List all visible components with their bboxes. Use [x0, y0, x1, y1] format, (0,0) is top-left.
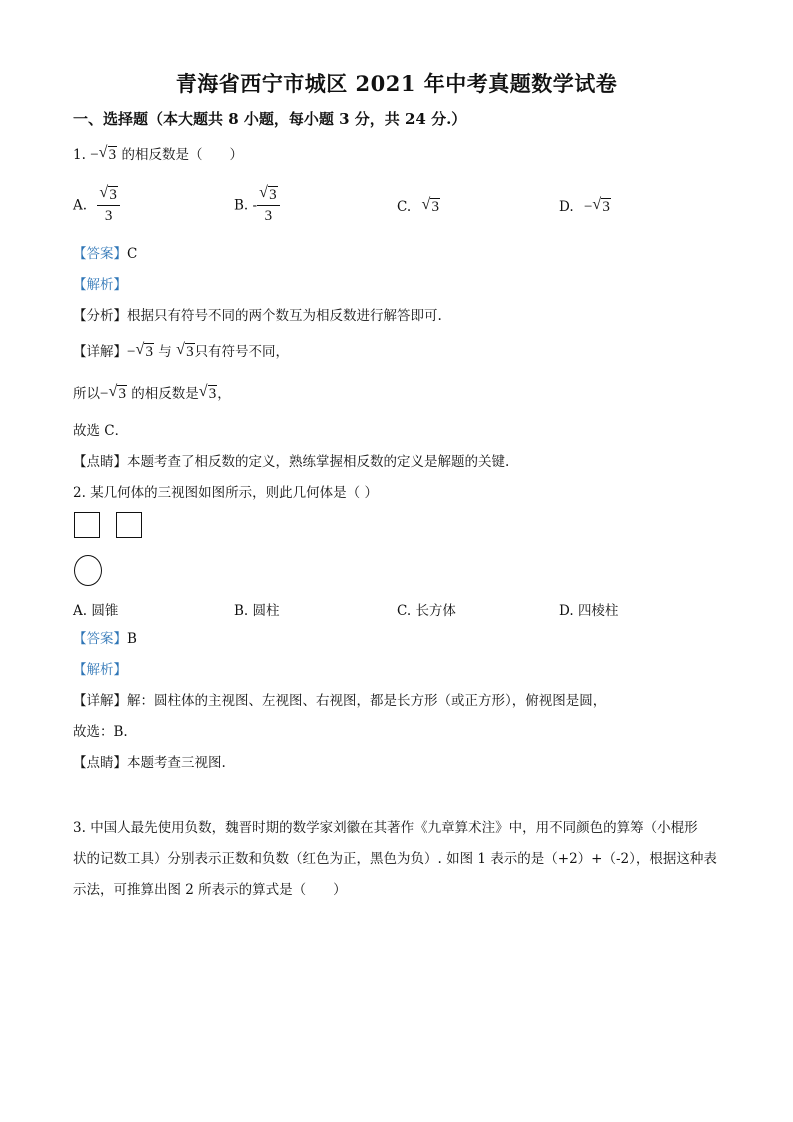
- fenxi-1: 【分析】根据只有符号不同的两个数互为相反数进行解答即可.: [73, 308, 442, 324]
- answer-2: 【答案】B: [73, 631, 137, 647]
- option-d: D. 四棱柱: [559, 603, 619, 619]
- section-heading: 一、选择题（本大题共 8 小题，每小题 3 分，共 24 分.）: [73, 110, 467, 128]
- analysis-label: 【解析】: [73, 662, 127, 678]
- answer-label: 【答案】: [73, 246, 127, 262]
- analysis-label: 【解析】: [73, 277, 127, 293]
- xiangjie-1: 【详解】− √ 3 与 √ 3只有符号不同，: [73, 341, 290, 360]
- dianjing-1: 【点睛】本题考查了相反数的定义，熟练掌握相反数的定义是解题的关键.: [73, 454, 510, 470]
- option-d: D. − √ 3: [559, 196, 610, 215]
- answer-1: 【答案】C: [73, 246, 138, 262]
- top-view-circle: [74, 555, 102, 586]
- question-3-stem-line-3: 示法，可推算出图 2 所表示的算式是（ ）: [73, 882, 347, 898]
- option-c: C. 长方体: [397, 603, 456, 619]
- option-b: B. 圆柱: [234, 603, 280, 619]
- side-view-square: [116, 512, 142, 538]
- sqrt-expression: √ 3: [98, 144, 117, 163]
- choose-2: 故选：B.: [73, 724, 128, 740]
- option-a: A. √ 3 3: [73, 186, 120, 225]
- option-c: C. √ 3: [397, 196, 439, 215]
- question-3-stem-line-1: 3. 中国人最先使用负数，魏晋时期的数学家刘徽在其著作《九章算术注》中，用不同颜色的算筹（小棍形: [73, 820, 698, 836]
- option-b: B. - √ 3 3: [234, 186, 280, 225]
- page-title: 青海省西宁市城区 2021 年中考真题数学试卷: [175, 71, 618, 96]
- question-2-stem: 2. 某几何体的三视图如图所示，则此几何体是（ ）: [73, 485, 378, 501]
- front-view-square: [74, 512, 100, 538]
- dianjing-2: 【点睛】本题考查三视图.: [73, 755, 226, 771]
- option-a: A. 圆锥: [73, 603, 119, 619]
- conclusion-1: 所以− √ 3 的相反数是 √ 3，: [73, 383, 231, 402]
- question-1-stem: [73, 145, 243, 165]
- minus-sign: −: [90, 147, 99, 163]
- question-number: 1.: [73, 147, 86, 163]
- choose-1: 故选 C．: [73, 423, 129, 439]
- fraction: √ 3 3: [257, 186, 280, 225]
- stem-text: 的相反数是（ ）: [121, 147, 243, 163]
- xiangjie-2: 【详解】解：圆柱体的主视图、左视图、右视图，都是长方形（或正方形），俯视图是圆，: [73, 693, 607, 709]
- fraction: √ 3 3: [97, 186, 120, 225]
- question-3-stem-line-2: 状的记数工具）分别表示正数和负数（红色为正，黑色为负）. 如图 1 表示的是（+2）+（-2），根据这种表: [73, 851, 717, 867]
